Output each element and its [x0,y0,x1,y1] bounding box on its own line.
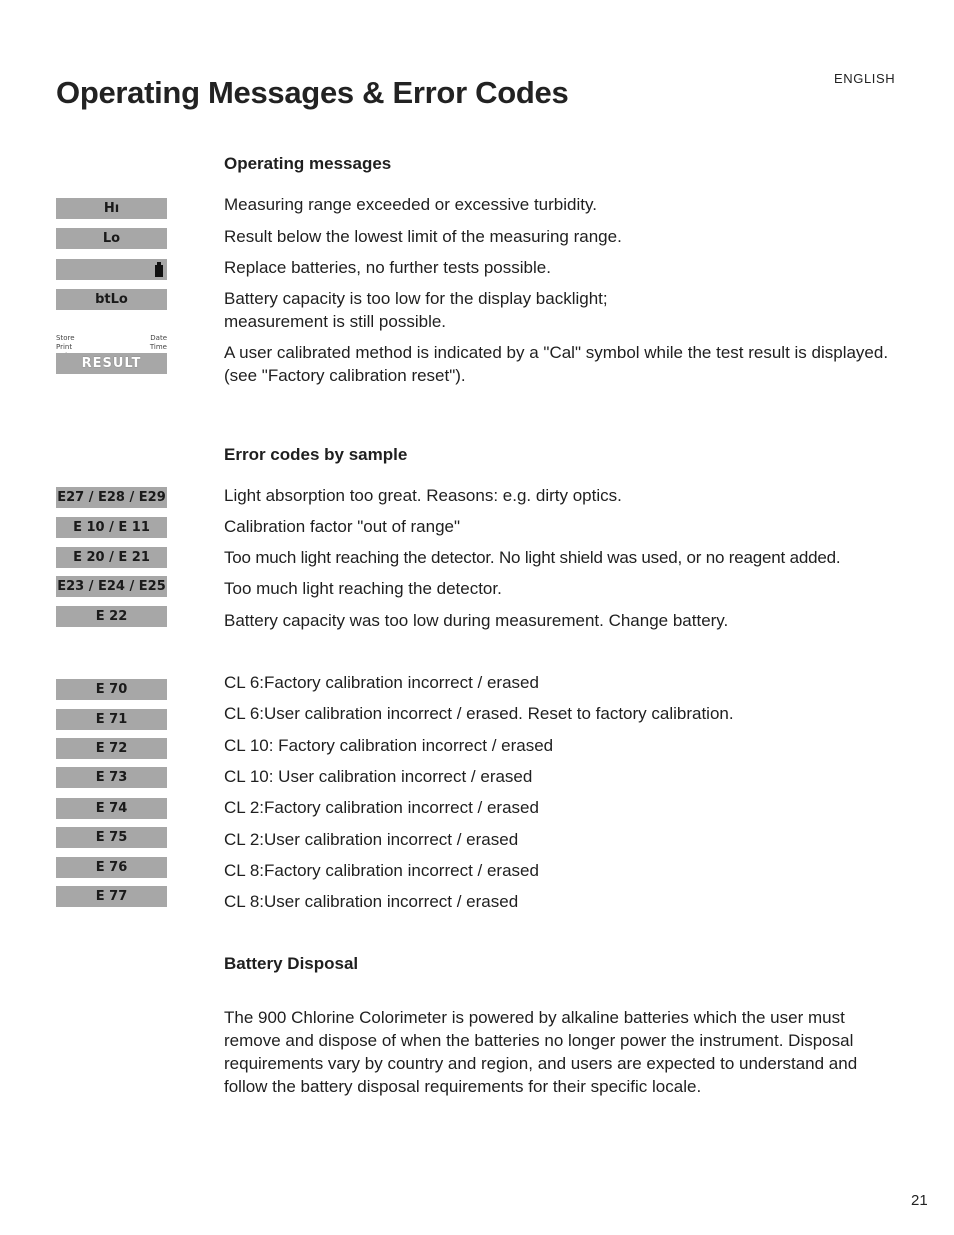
message-text: CL 8:Factory calibration incorrect / erased [224,861,539,880]
message-text: Battery capacity was too low during measurement. Change battery. [224,611,729,630]
code-badge: E 71 [56,709,167,730]
message-text: CL 8:User calibration incorrect / erased [224,892,519,911]
code-badge: E 22 [56,606,167,627]
code-badge: E 10 / E 11 [56,517,167,538]
code-badge-battery [56,259,167,280]
code-badge: E23 / E24 / E25 [56,576,167,597]
code-badge: E 77 [56,886,167,907]
message-text: CL 2:Factory calibration incorrect / erased [224,798,539,817]
code-badge-lo: Lo [56,228,167,249]
code-badge: E 76 [56,857,167,878]
message-text: CL 6:Factory calibration incorrect / erased [224,673,539,692]
message-text: Measuring range exceeded or excessive turbidity. [224,195,597,214]
print-label: Print [56,343,73,351]
code-badge-btlo: btLo [56,289,167,310]
message-text: Calibration factor "out of range" [224,517,461,536]
operating-messages-heading: Operating messages [224,154,392,173]
battery-disposal-heading: Battery Disposal [224,954,359,973]
message-text: Too much light reaching the detector. [224,579,502,598]
code-badge: E 20 / E 21 [56,547,167,568]
code-badge: E 73 [56,767,167,788]
message-text: Light absorption too great. Reasons: e.g. dirty optics. [224,486,622,505]
page-number: 21 [911,1192,928,1209]
language-label: ENGLISH [834,71,896,86]
date-label: Date [150,334,167,342]
result-display-block [56,334,167,376]
battery-disposal-text: The 900 Chlorine Colorimeter is powered by alkaline batteries which the user must remove and dispose of when the batteries no longer power the instrument. Disposal requirements vary by country and region, and users are expected to understand and follow the battery disposal requirements for their specific locale. [224,1008,858,1096]
message-text: CL 10: User calibration incorrect / erased [224,767,533,786]
message-text: CL 2:User calibration incorrect / erased [224,830,519,849]
message-text: Result below the lowest limit of the measuring range. [224,227,622,246]
code-badge: E27 / E28 / E29 [56,487,167,508]
code-badge: E 74 [56,798,167,819]
time-label: Time [149,343,167,351]
message-text: CL 10: Factory calibration incorrect / erased [224,736,554,755]
page-title: Operating Messages & Error Codes [56,75,569,110]
message-text: Replace batteries, no further tests possible. [224,258,551,277]
code-badge: E 75 [56,827,167,848]
battery-icon [155,265,163,277]
message-text: A user calibrated method is indicated by a "Cal" symbol while the test result is displayed. (see "Factory calibration reset"). [224,343,889,385]
code-badge: E 72 [56,738,167,759]
store-label: Store [56,334,75,342]
error-codes-heading: Error codes by sample [224,445,408,464]
code-badge-hi: Hı [56,198,167,219]
code-badge: E 70 [56,679,167,700]
message-text: CL 6:User calibration incorrect / erased. Reset to factory calibration. [224,704,734,723]
message-text: Too much light reaching the detector. No light shield was used, or no reagent added. [224,548,841,567]
result-bar: RESULT [56,353,167,374]
message-text: Battery capacity is too low for the display backlight; measurement is still possible. [224,289,608,331]
